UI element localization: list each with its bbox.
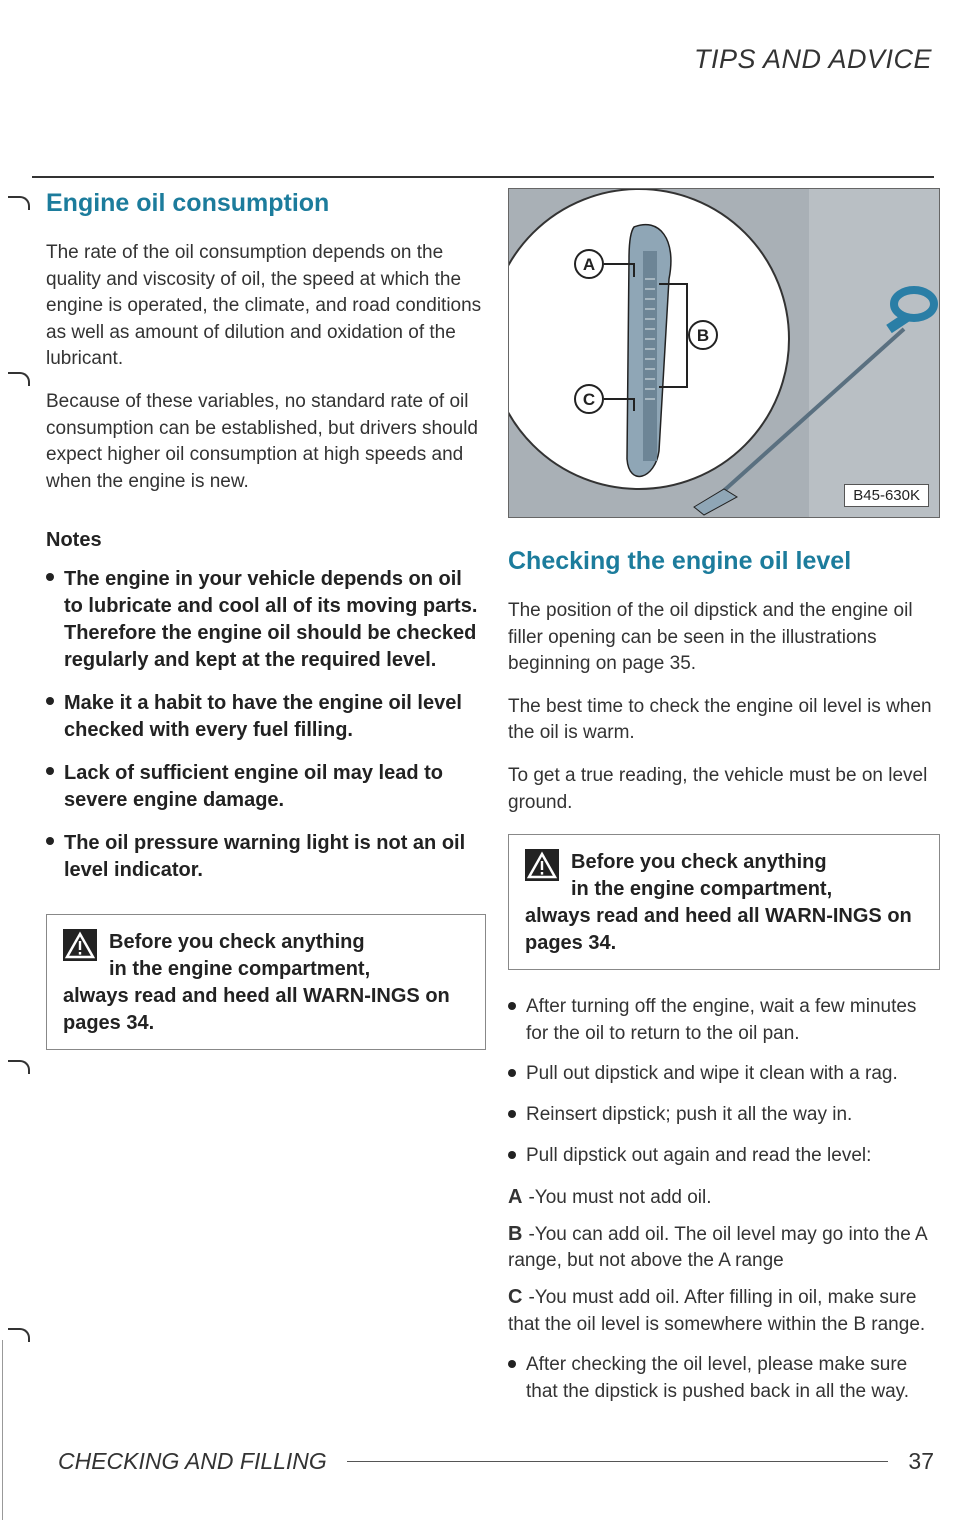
range-letter: A bbox=[508, 1186, 523, 1209]
range-letter: B bbox=[508, 1222, 523, 1245]
warning-line: in the engine compartment, bbox=[109, 958, 371, 981]
range-letter: C bbox=[508, 1285, 523, 1308]
bullet-icon bbox=[46, 697, 54, 705]
warning-line: in the engine compartment, bbox=[571, 878, 833, 901]
warning-line: always read and heed all WARN-INGS on pages 34. bbox=[63, 985, 450, 1035]
step-item bbox=[508, 1143, 940, 1170]
tab-mark bbox=[8, 1060, 30, 1074]
page-number: 37 bbox=[908, 1448, 934, 1474]
page-header-title: TIPS AND ADVICE bbox=[693, 44, 932, 74]
step-item bbox=[508, 994, 940, 1047]
note-text: The engine in your vehicle depends on oil to lubricate and cool all of its moving parts. Therefore the engine oil should be checked regularly and kept at the required level. bbox=[64, 568, 478, 672]
warning-triangle-icon bbox=[525, 849, 559, 881]
page-spine bbox=[2, 1340, 3, 1520]
figure-code-label: B45-630K bbox=[844, 484, 929, 507]
note-text: Make it a habit to have the engine oil level checked with every fuel filling. bbox=[64, 692, 462, 742]
tab-mark bbox=[8, 196, 30, 210]
dipstick-label-c: C bbox=[582, 390, 596, 409]
step-text: Pull out dipstick and wipe it clean with a rag. bbox=[526, 1063, 898, 1085]
note-text: The oil pressure warning light is not an oil level indicator. bbox=[64, 832, 466, 882]
step-text: Pull dipstick out again and read the level: bbox=[526, 1144, 872, 1166]
step-text: After turning off the engine, wait a few minutes for the oil to return to the oil pan. bbox=[526, 996, 917, 1044]
notes-title: Notes bbox=[46, 529, 102, 552]
paragraph: The rate of the oil consumption depends on the quality and viscosity of oil, the speed at which the engine is operated, the climate, and road conditions as well as amount of dilution and oxidation of the lubricant. bbox=[46, 242, 482, 370]
paragraph: To get a true reading, the vehicle must be on level ground. bbox=[508, 764, 928, 813]
right-column bbox=[508, 188, 940, 1419]
bullet-icon bbox=[508, 1002, 516, 1010]
paragraph: Because of these variables, no standard rate of oil consumption can be established, but drivers should expect higher oil consumption at high speeds and when the engine is new. bbox=[46, 390, 478, 492]
footer-rule bbox=[347, 1461, 889, 1463]
section-title-oil-consumption: Engine oil consumption bbox=[46, 189, 330, 217]
footer-section-title: CHECKING AND FILLING bbox=[58, 1448, 327, 1474]
range-text: -You must not add oil. bbox=[528, 1187, 712, 1209]
step-item bbox=[508, 1102, 940, 1129]
warning-triangle-icon bbox=[63, 929, 97, 961]
range-item-a bbox=[508, 1183, 940, 1212]
range-text: -You can add oil. The oil level may go into the A range, but not above the A range bbox=[508, 1223, 927, 1272]
warning-line: Before you check anything bbox=[109, 931, 365, 954]
bullet-icon bbox=[46, 767, 54, 775]
tab-mark bbox=[8, 1328, 30, 1342]
warning-heading bbox=[63, 929, 469, 983]
warning-line: always read and heed all WARN-INGS on pages 34. bbox=[525, 905, 912, 955]
warning-line: Before you check anything bbox=[571, 851, 827, 874]
range-item-c bbox=[508, 1283, 940, 1338]
step-text: After checking the oil level, please make sure that the dipstick is pushed back in all the way. bbox=[526, 1354, 910, 1402]
note-item bbox=[46, 566, 486, 674]
warning-heading bbox=[525, 849, 923, 903]
note-text: Lack of sufficient engine oil may lead to severe engine damage. bbox=[64, 762, 443, 812]
dipstick-label-a: A bbox=[582, 255, 596, 274]
range-text: -You must add oil. After filling in oil, make sure that the oil level is somewhere within the B range. bbox=[508, 1286, 926, 1335]
paragraph: The best time to check the engine oil level is when the oil is warm. bbox=[508, 695, 932, 744]
tab-mark bbox=[8, 372, 30, 386]
warning-box bbox=[46, 914, 486, 1050]
paragraph: The position of the oil dipstick and the engine oil filler opening can be seen in the illustrations beginning on page 35. bbox=[508, 600, 913, 675]
bullet-icon bbox=[508, 1110, 516, 1118]
bullet-icon bbox=[508, 1151, 516, 1159]
warning-box bbox=[508, 834, 940, 970]
note-item bbox=[46, 760, 486, 814]
bullet-icon bbox=[508, 1360, 516, 1368]
step-item bbox=[508, 1061, 940, 1088]
page-footer bbox=[58, 1448, 934, 1475]
note-item bbox=[46, 830, 486, 884]
dipstick-diagram bbox=[509, 189, 940, 518]
section-title-checking-oil: Checking the engine oil level bbox=[508, 547, 852, 575]
dipstick-label-b: B bbox=[696, 326, 710, 345]
bullet-icon bbox=[46, 573, 54, 581]
step-text: Reinsert dipstick; push it all the way in. bbox=[526, 1103, 853, 1125]
step-item bbox=[508, 1352, 940, 1405]
left-column bbox=[46, 188, 486, 1050]
bullet-icon bbox=[46, 837, 54, 845]
note-item bbox=[46, 690, 486, 744]
range-item-b bbox=[508, 1220, 940, 1275]
bullet-icon bbox=[508, 1069, 516, 1077]
dipstick-illustration bbox=[508, 188, 940, 518]
header-rule bbox=[32, 176, 934, 178]
